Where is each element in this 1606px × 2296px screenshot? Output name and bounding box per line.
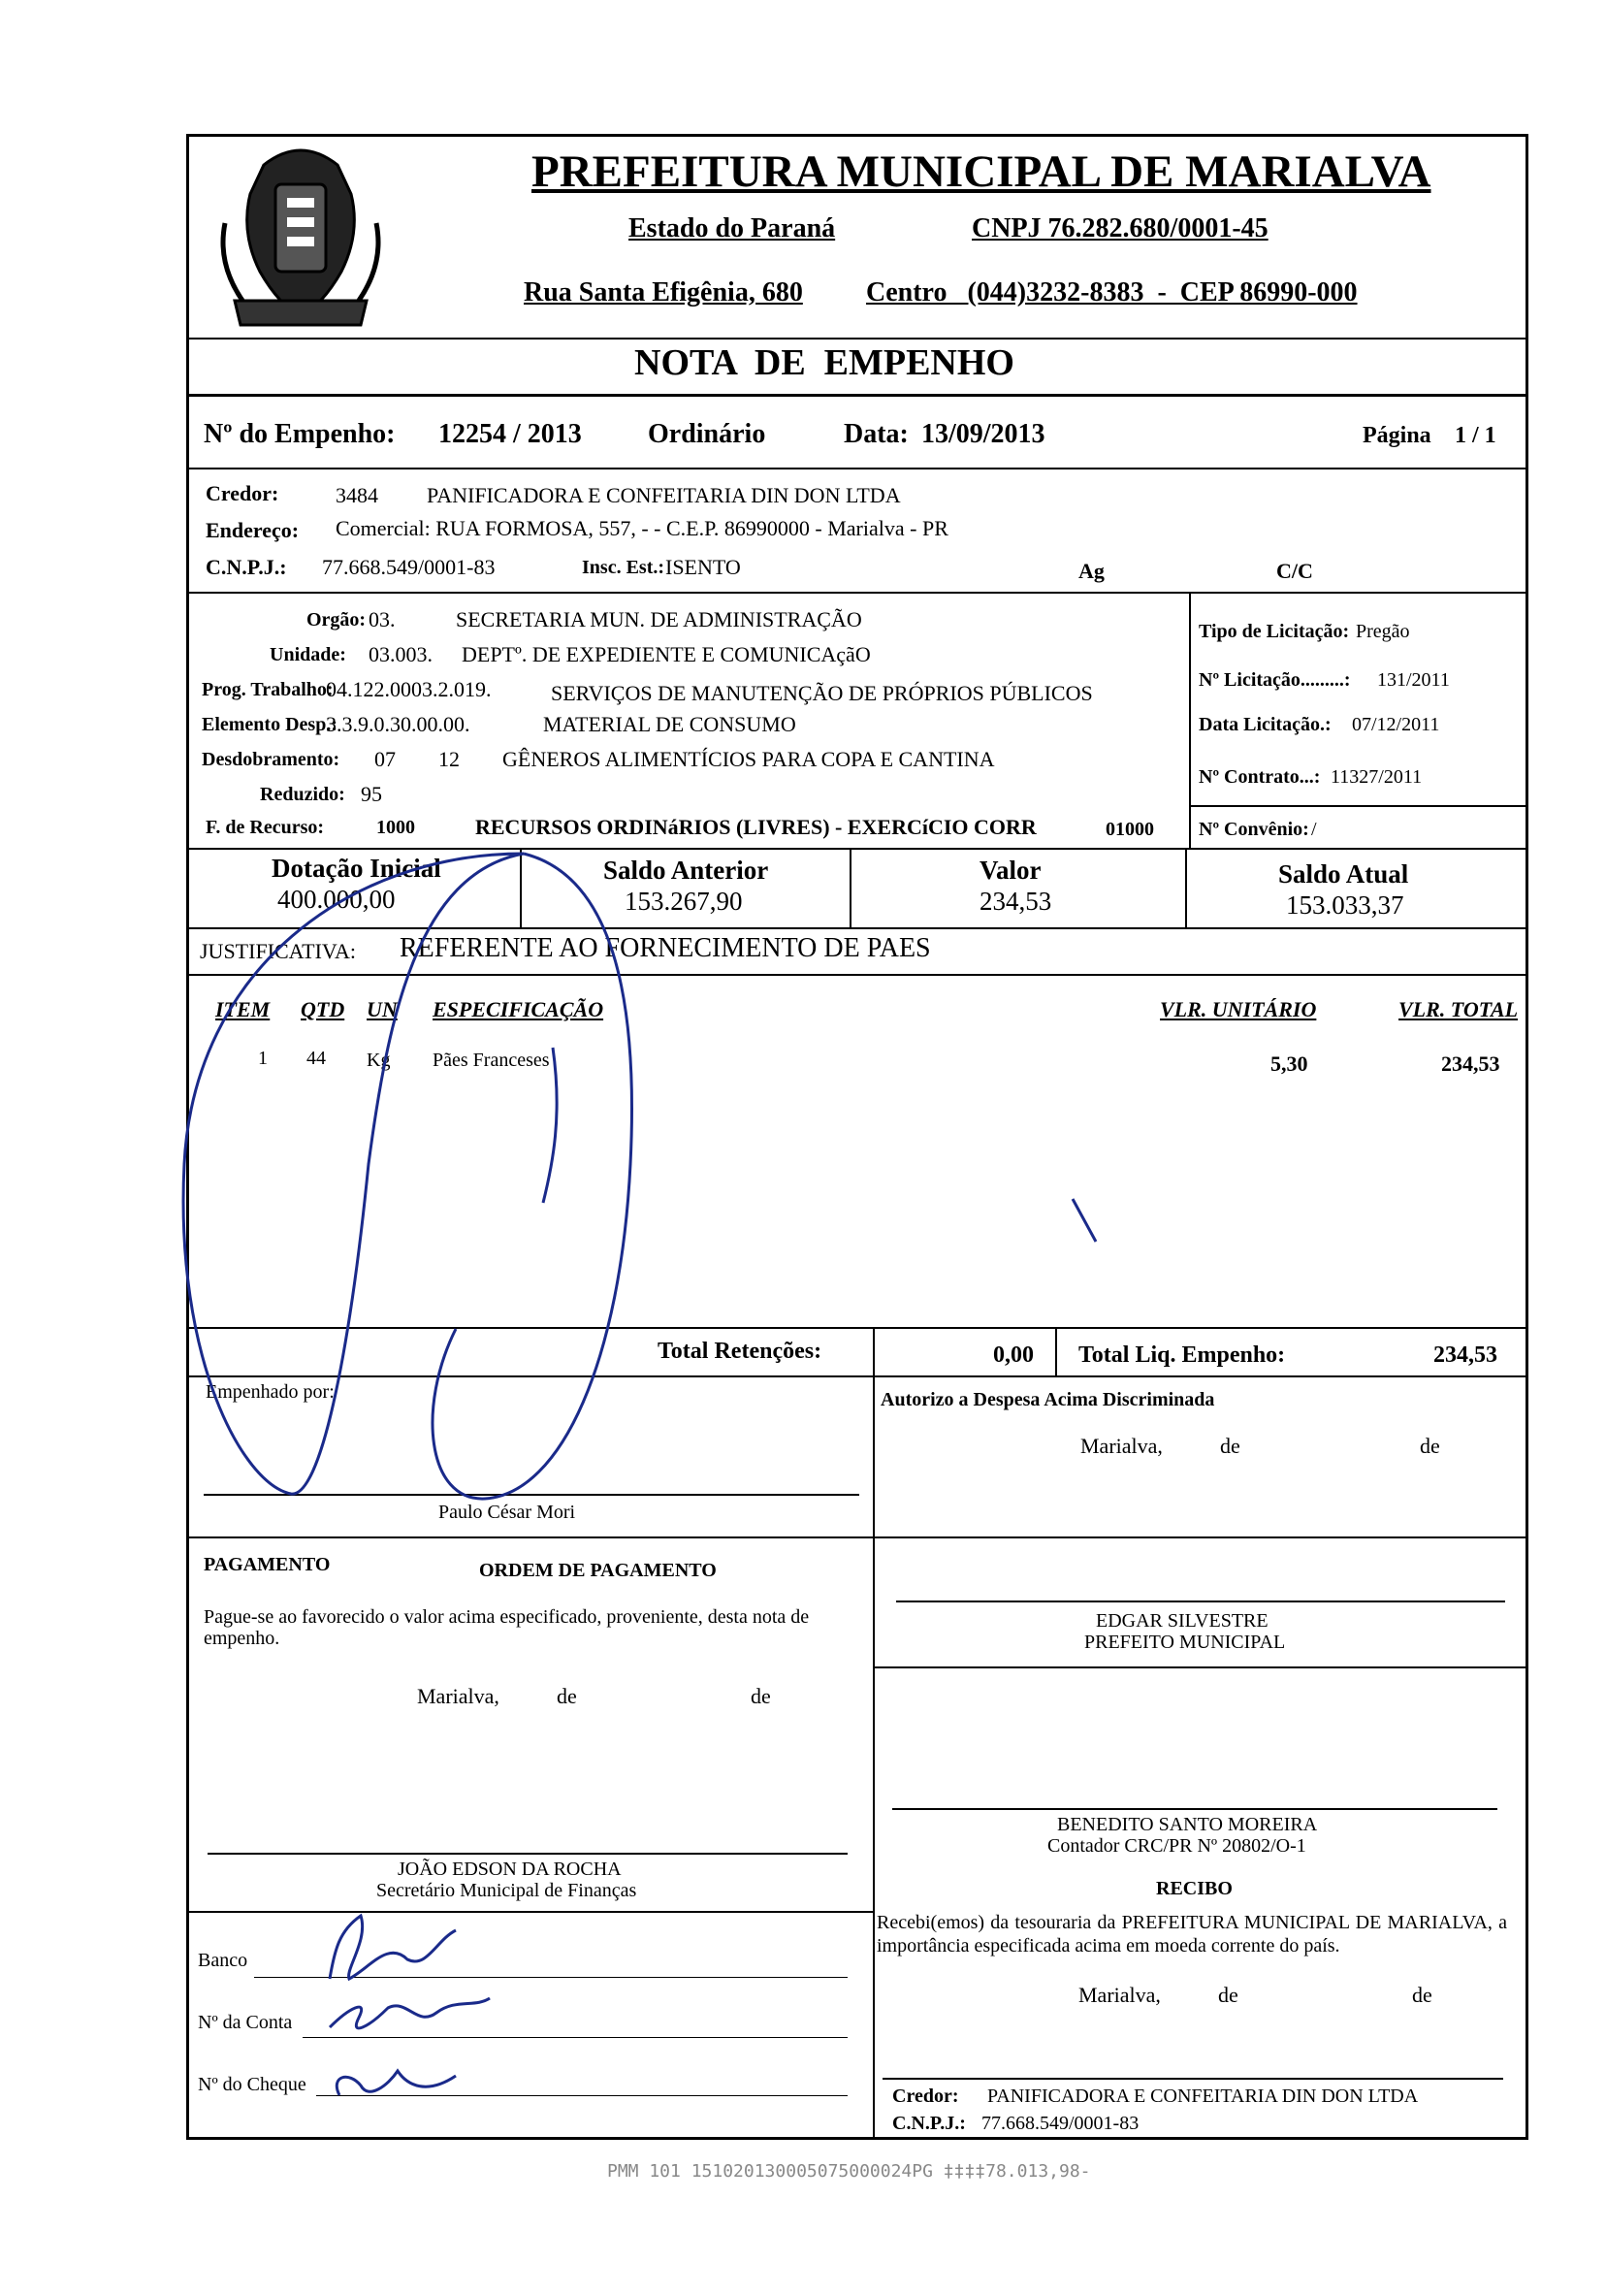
dotacao-value: 400.000,00 xyxy=(277,885,396,914)
contrato-label: Nº Contrato...: xyxy=(1199,766,1321,788)
pagamento-de1: de xyxy=(557,1684,577,1708)
recibo-title: RECIBO xyxy=(1156,1878,1233,1899)
reduzido-label: Reduzido: xyxy=(260,784,345,805)
ordem-pagamento: ORDEM DE PAGAMENTO xyxy=(479,1560,717,1581)
retencoes-label: Total Retenções: xyxy=(658,1339,822,1364)
recibo-de2: de xyxy=(1412,1983,1432,2007)
liquido-value: 234,53 xyxy=(1433,1342,1497,1368)
credor-name: PANIFICADORA E CONFEITARIA DIN DON LTDA xyxy=(427,483,901,507)
credor-label: Credor: xyxy=(206,481,279,505)
unidade-name: DEPTº. DE EXPEDIENTE E COMUNICAçãO xyxy=(462,642,871,666)
page-number: 1 / 1 xyxy=(1455,423,1496,448)
saldo-atual-value: 153.033,37 xyxy=(1286,890,1404,920)
elemento-name: MATERIAL DE CONSUMO xyxy=(543,712,796,736)
municipality-address: Rua Santa Efigênia, 680 xyxy=(524,277,803,307)
orgao-label: Orgão: xyxy=(306,609,367,631)
pagamento-text: Pague-se ao favorecido o valor acima especificado, proveniente, desta nota de empenho. xyxy=(204,1606,810,1649)
pagamento-label: PAGAMENTO xyxy=(204,1554,331,1575)
empenho-date: 13/09/2013 xyxy=(921,419,1045,449)
recibo-cnpj: 77.668.549/0001-83 xyxy=(981,2113,1140,2134)
prefeito-title: PREFEITO MUNICIPAL xyxy=(1084,1632,1286,1653)
dotacao-label: Dotação Inicial xyxy=(272,854,441,883)
banco-label: Banco xyxy=(198,1950,248,1971)
prog-code: 04.122.0003.2.019. xyxy=(326,677,492,701)
desdobramento-code1: 07 xyxy=(374,747,396,771)
autorizo-city: Marialva, xyxy=(1080,1434,1163,1458)
credor-code: 3484 xyxy=(336,483,378,507)
justificativa-label: JUSTIFICATIVA: xyxy=(200,939,356,963)
municipality-contact: Centro (044)3232-8383 - CEP 86990-000 xyxy=(866,277,1358,307)
empenhado-name: Paulo César Mori xyxy=(438,1502,576,1523)
orgao-name: SECRETARIA MUN. DE ADMINISTRAÇÃO xyxy=(456,607,862,631)
page-label: Página xyxy=(1363,423,1431,448)
footer-code: PMM 101 151020130005075000024PG ‡‡‡‡78.013,98- xyxy=(607,2161,1091,2182)
empenho-number: 12254 / 2013 xyxy=(438,419,582,449)
credor-cnpj: 77.668.549/0001-83 xyxy=(322,555,496,579)
recibo-cnpj-label: C.N.P.J.: xyxy=(892,2113,966,2134)
secretario-name: JOÃO EDSON DA ROCHA xyxy=(398,1859,622,1880)
document-title: NOTA DE EMPENHO xyxy=(634,342,1014,383)
recurso-name: RECURSOS ORDINáRIOS (LIVRES) - EXERCíCIO CORR xyxy=(475,815,1037,839)
coat-of-arms-icon xyxy=(206,136,396,340)
contador-name: BENEDITO SANTO MOREIRA xyxy=(1057,1814,1318,1835)
credor-cnpj-label: C.N.P.J.: xyxy=(206,555,287,579)
recibo-de1: de xyxy=(1218,1983,1238,2007)
convenio-label: Nº Convênio: xyxy=(1199,819,1309,840)
col-un: UN xyxy=(367,997,398,1021)
licitacao-number: 131/2011 xyxy=(1377,669,1450,691)
licitacao-date: 07/12/2011 xyxy=(1352,714,1440,735)
state-name: Estado do Paraná xyxy=(628,213,836,243)
retencoes-value: 0,00 xyxy=(993,1342,1034,1368)
autorizo-de2: de xyxy=(1420,1434,1440,1458)
valor-label: Valor xyxy=(980,856,1042,885)
autorizo-text: Autorizo a Despesa Acima Discriminada xyxy=(881,1389,1215,1410)
conta-label: Nº da Conta xyxy=(198,2012,293,2033)
secretario-title: Secretário Municipal de Finanças xyxy=(376,1880,637,1901)
col-vlr-total: VLR. TOTAL xyxy=(1398,997,1519,1021)
valor-value: 234,53 xyxy=(980,887,1052,916)
cheque-label: Nº do Cheque xyxy=(198,2074,306,2095)
item-desc: Pães Franceses xyxy=(433,1050,550,1071)
prog-name: SERVIÇOS DE MANUTENÇÃO DE PRÓPRIOS PÚBLICOS xyxy=(551,681,1093,705)
empenho-type: Ordinário xyxy=(648,419,766,449)
elemento-label: Elemento Desp.: xyxy=(202,714,337,735)
unidade-label: Unidade: xyxy=(270,644,346,665)
credor-cc-label: C/C xyxy=(1276,559,1313,583)
item-total: 234,53 xyxy=(1441,1051,1500,1076)
credor-ag-label: Ag xyxy=(1078,559,1105,583)
col-vlr-unitario: VLR. UNITÁRIO xyxy=(1160,997,1317,1021)
empenho-date-label: Data: xyxy=(844,419,909,449)
reduzido-value: 95 xyxy=(361,782,382,806)
credor-ie-label: Insc. Est.: xyxy=(582,557,665,578)
saldo-atual-label: Saldo Atual xyxy=(1278,859,1409,889)
pagamento-de2: de xyxy=(751,1684,771,1708)
licitacao-number-label: Nº Licitação.........: xyxy=(1199,669,1351,691)
credor-address: Comercial: RUA FORMOSA, 557, - - C.E.P. 86990000 - Marialva - PR xyxy=(336,516,948,540)
recibo-text: Recebi(emos) da tesouraria da PREFEITURA MUNICIPAL DE MARIALVA, a importância especificada acima em moeda corrente do país. xyxy=(877,1912,1507,1956)
credor-address-label: Endereço: xyxy=(206,518,300,542)
pagamento-city: Marialva, xyxy=(417,1684,499,1708)
municipality-cnpj: CNPJ 76.282.680/0001-45 xyxy=(972,213,1269,243)
item-unit-price: 5,30 xyxy=(1270,1051,1308,1076)
empenho-number-label: Nº do Empenho: xyxy=(204,419,396,449)
liquido-label: Total Liq. Empenho: xyxy=(1078,1342,1286,1368)
licitacao-type: Pregão xyxy=(1356,621,1410,642)
orgao-code: 03. xyxy=(369,607,396,631)
item-qtd: 44 xyxy=(306,1048,326,1069)
elemento-code: 3.3.9.0.30.00.00. xyxy=(326,712,470,736)
item-un: Kg xyxy=(367,1050,391,1071)
recurso-label: F. de Recurso: xyxy=(206,817,325,838)
desdobramento-code2: 12 xyxy=(438,747,460,771)
item-number: 1 xyxy=(258,1048,268,1069)
recibo-credor-name: PANIFICADORA E CONFEITARIA DIN DON LTDA xyxy=(987,2086,1419,2107)
desdobramento-name: GÊNEROS ALIMENTÍCIOS PARA COPA E CANTINA xyxy=(502,747,995,771)
credor-ie: ISENTO xyxy=(665,555,741,579)
empenhado-label: Empenhado por: xyxy=(206,1381,335,1403)
recibo-city: Marialva, xyxy=(1078,1983,1161,2007)
justificativa-text: REFERENTE AO FORNECIMENTO DE PAES xyxy=(400,933,931,963)
recurso-code2: 01000 xyxy=(1106,819,1154,840)
recurso-code: 1000 xyxy=(376,817,415,838)
convenio-number: / xyxy=(1311,819,1317,840)
unidade-code: 03.003. xyxy=(369,642,433,666)
col-item: ITEM xyxy=(215,997,271,1021)
desdobramento-label: Desdobramento: xyxy=(202,749,340,770)
municipality-title: PREFEITURA MUNICIPAL DE MARIALVA xyxy=(531,146,1431,197)
autorizo-de1: de xyxy=(1220,1434,1240,1458)
contador-title: Contador CRC/PR Nº 20802/O-1 xyxy=(1047,1835,1306,1857)
licitacao-type-label: Tipo de Licitação: xyxy=(1199,621,1350,642)
saldo-anterior-value: 153.267,90 xyxy=(625,887,743,916)
prog-label: Prog. Trabalho: xyxy=(202,679,334,700)
licitacao-date-label: Data Licitação.: xyxy=(1199,714,1332,735)
contrato-number: 11327/2011 xyxy=(1331,766,1423,788)
col-qtd: QTD xyxy=(301,997,345,1021)
col-especificacao: ESPECIFICAÇÃO xyxy=(433,997,604,1021)
saldo-anterior-label: Saldo Anterior xyxy=(603,856,769,885)
recibo-credor-label: Credor: xyxy=(892,2086,959,2107)
prefeito-name: EDGAR SILVESTRE xyxy=(1096,1610,1269,1632)
